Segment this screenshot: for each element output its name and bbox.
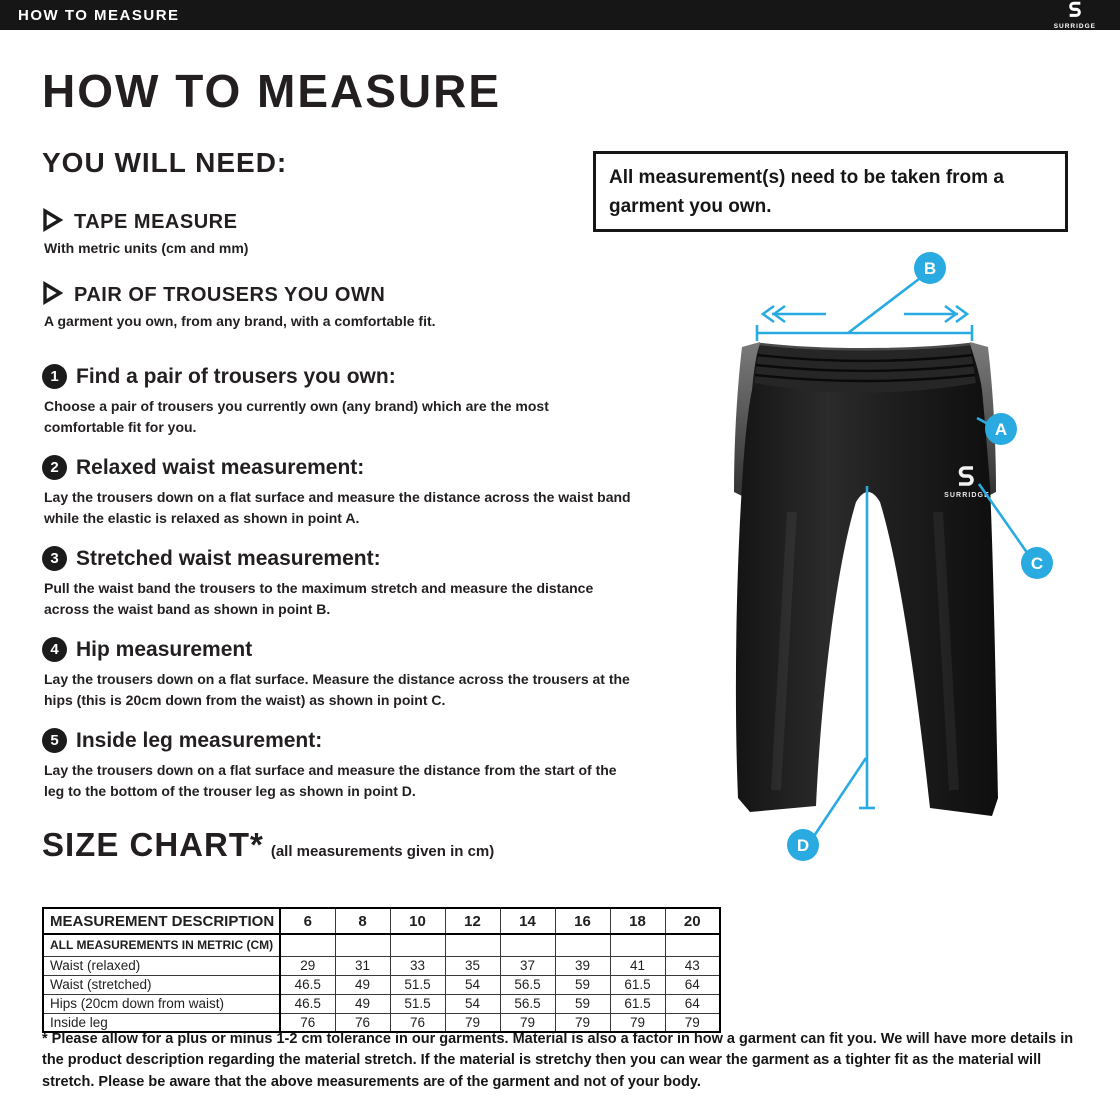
value-cell: 31	[335, 956, 390, 975]
header-cell: 20	[665, 908, 720, 934]
metric-note-row	[43, 934, 720, 956]
value-cell: 79	[610, 1013, 665, 1032]
brand-block	[1054, 1, 1096, 30]
value-cell: 64	[665, 975, 720, 994]
step-description: Lay the trousers down on a flat surface. Measure the distance across the trousers at the hips (this is 20cm down from the waist) as shown in point C.	[44, 671, 630, 708]
table-row	[43, 975, 720, 994]
value-cell: 46.5	[280, 994, 335, 1013]
point-b-leader-line	[848, 279, 919, 333]
value-cell: 56.5	[500, 994, 555, 1013]
value-cell: 51.5	[390, 994, 445, 1013]
you-will-need-heading: YOU WILL NEED:	[42, 147, 288, 178]
step-number-badge: 3	[42, 546, 67, 571]
step-3	[42, 546, 654, 620]
value-cell: 79	[445, 1013, 500, 1032]
size-chart-title: SIZE CHART*	[42, 826, 264, 863]
value-cell: 39	[555, 956, 610, 975]
stretch-arrow-right-icon	[904, 306, 967, 322]
stretch-arrow-left-icon	[763, 306, 826, 322]
value-cell: 54	[445, 994, 500, 1013]
header-cell: 8	[335, 908, 390, 934]
page-title: HOW TO MEASURE	[42, 65, 502, 117]
value-cell: 37	[500, 956, 555, 975]
row-label-cell: Waist (stretched)	[43, 975, 280, 994]
need-item-trousers	[42, 281, 436, 329]
svg-text:SURRIDGE: SURRIDGE	[944, 492, 990, 499]
empty-cell	[445, 934, 500, 956]
row-label-cell: Waist (relaxed)	[43, 956, 280, 975]
need-item-subtitle: With metric units (cm and mm)	[44, 240, 249, 256]
point-a-marker	[985, 413, 1017, 445]
need-item-tape-measure	[42, 208, 248, 256]
value-cell: 51.5	[390, 975, 445, 994]
disclaimer-text: * Please allow for a plus or minus 1-2 cm tolerance in our garments. Material is also a factor in how a garment can fit you. We will have more details in the product description regarding the material stretch. If the material is stretchy then you can wear the garment as a tighter fit as the material will stretch. Please be aware that the above measurements are of the garment and not of your body.	[42, 1031, 1074, 1090]
point-d-leader-line	[814, 758, 866, 836]
point-d-marker	[787, 829, 819, 861]
step-description: Lay the trousers down on a flat surface and measure the distance across the waist band while the elastic is relaxed as shown in point A.	[44, 489, 631, 526]
header-cell: 18	[610, 908, 665, 934]
value-cell: 46.5	[280, 975, 335, 994]
size-chart-table	[42, 907, 721, 1033]
step-number-badge: 1	[42, 364, 67, 389]
empty-cell	[610, 934, 665, 956]
value-cell: 33	[390, 956, 445, 975]
step-4	[42, 637, 654, 711]
row-label-cell: Inside leg	[43, 1013, 280, 1032]
play-triangle-icon	[42, 281, 64, 310]
trousers-measurement-diagram	[730, 250, 1070, 880]
step-2	[42, 455, 654, 529]
empty-cell	[555, 934, 610, 956]
table-row	[43, 956, 720, 975]
step-title: Find a pair of trousers you own:	[76, 364, 396, 388]
point-b-marker	[914, 252, 946, 284]
step-number-badge: 4	[42, 637, 67, 662]
svg-text:D: D	[796, 836, 810, 855]
step-title: Relaxed waist measurement:	[76, 455, 365, 479]
step-title: Inside leg measurement:	[76, 728, 323, 752]
surridge-logo-icon	[1067, 1, 1083, 23]
note-box	[593, 151, 1068, 232]
value-cell: 79	[500, 1013, 555, 1032]
header-cell: 16	[555, 908, 610, 934]
header-cell: 14	[500, 908, 555, 934]
value-cell: 56.5	[500, 975, 555, 994]
value-cell: 79	[665, 1013, 720, 1032]
value-cell: 41	[610, 956, 665, 975]
value-cell: 76	[390, 1013, 445, 1032]
empty-cell	[390, 934, 445, 956]
step-1	[42, 364, 654, 438]
value-cell: 76	[280, 1013, 335, 1032]
need-item-title: PAIR OF TROUSERS YOU OWN	[74, 284, 386, 306]
size-chart-heading	[42, 826, 494, 864]
empty-cell	[665, 934, 720, 956]
row-label-cell: Hips (20cm down from waist)	[43, 994, 280, 1013]
step-description: Lay the trousers down on a flat surface and measure the distance from the start of the leg to the bottom of the trouser leg as shown in point D.	[44, 762, 617, 799]
value-cell: 54	[445, 975, 500, 994]
size-chart-subtitle: (all measurements given in cm)	[270, 843, 495, 860]
value-cell: 61.5	[610, 994, 665, 1013]
step-description: Choose a pair of trousers you currently own (any brand) which are the most comfortable fit for you.	[44, 398, 549, 435]
value-cell: 29	[280, 956, 335, 975]
waistband	[754, 344, 976, 393]
svg-text:B: B	[923, 259, 937, 278]
empty-cell	[335, 934, 390, 956]
header-cell: 6	[280, 908, 335, 934]
value-cell: 49	[335, 994, 390, 1013]
brand-wordmark: SURRIDGE	[1053, 23, 1096, 30]
step-title: Stretched waist measurement:	[76, 546, 381, 570]
value-cell: 61.5	[610, 975, 665, 994]
step-title: Hip measurement	[76, 637, 253, 661]
header-cell: 10	[390, 908, 445, 934]
need-item-subtitle: A garment you own, from any brand, with a comfortable fit.	[44, 313, 436, 329]
value-cell: 59	[555, 994, 610, 1013]
value-cell: 64	[665, 994, 720, 1013]
need-item-title: TAPE MEASURE	[74, 211, 238, 233]
svg-text:C: C	[1030, 554, 1044, 573]
play-triangle-icon	[42, 208, 64, 237]
value-cell: 43	[665, 956, 720, 975]
value-cell: 59	[555, 975, 610, 994]
header-cell: 12	[445, 908, 500, 934]
empty-cell	[500, 934, 555, 956]
value-cell: 49	[335, 975, 390, 994]
value-cell: 76	[335, 1013, 390, 1032]
svg-text:A: A	[994, 420, 1008, 439]
table-row	[43, 994, 720, 1013]
table-header-row	[43, 908, 720, 934]
value-cell: 35	[445, 956, 500, 975]
step-5	[42, 728, 654, 802]
step-number-badge: 2	[42, 455, 67, 480]
value-cell: 79	[555, 1013, 610, 1032]
point-c-marker	[1021, 547, 1053, 579]
empty-cell	[280, 934, 335, 956]
top-bar	[0, 0, 1120, 30]
note-text: All measurement(s) need to be taken from a garment you own.	[609, 167, 1004, 218]
step-description: Pull the waist band the trousers to the maximum stretch and measure the distance across the waist band as shown in point B.	[44, 580, 594, 617]
header-cell: MEASUREMENT DESCRIPTION	[43, 908, 280, 934]
top-bar-title: HOW TO MEASURE	[18, 6, 180, 24]
metric-note-cell: ALL MEASUREMENTS IN METRIC (CM)	[43, 934, 280, 956]
step-number-badge: 5	[42, 728, 67, 753]
